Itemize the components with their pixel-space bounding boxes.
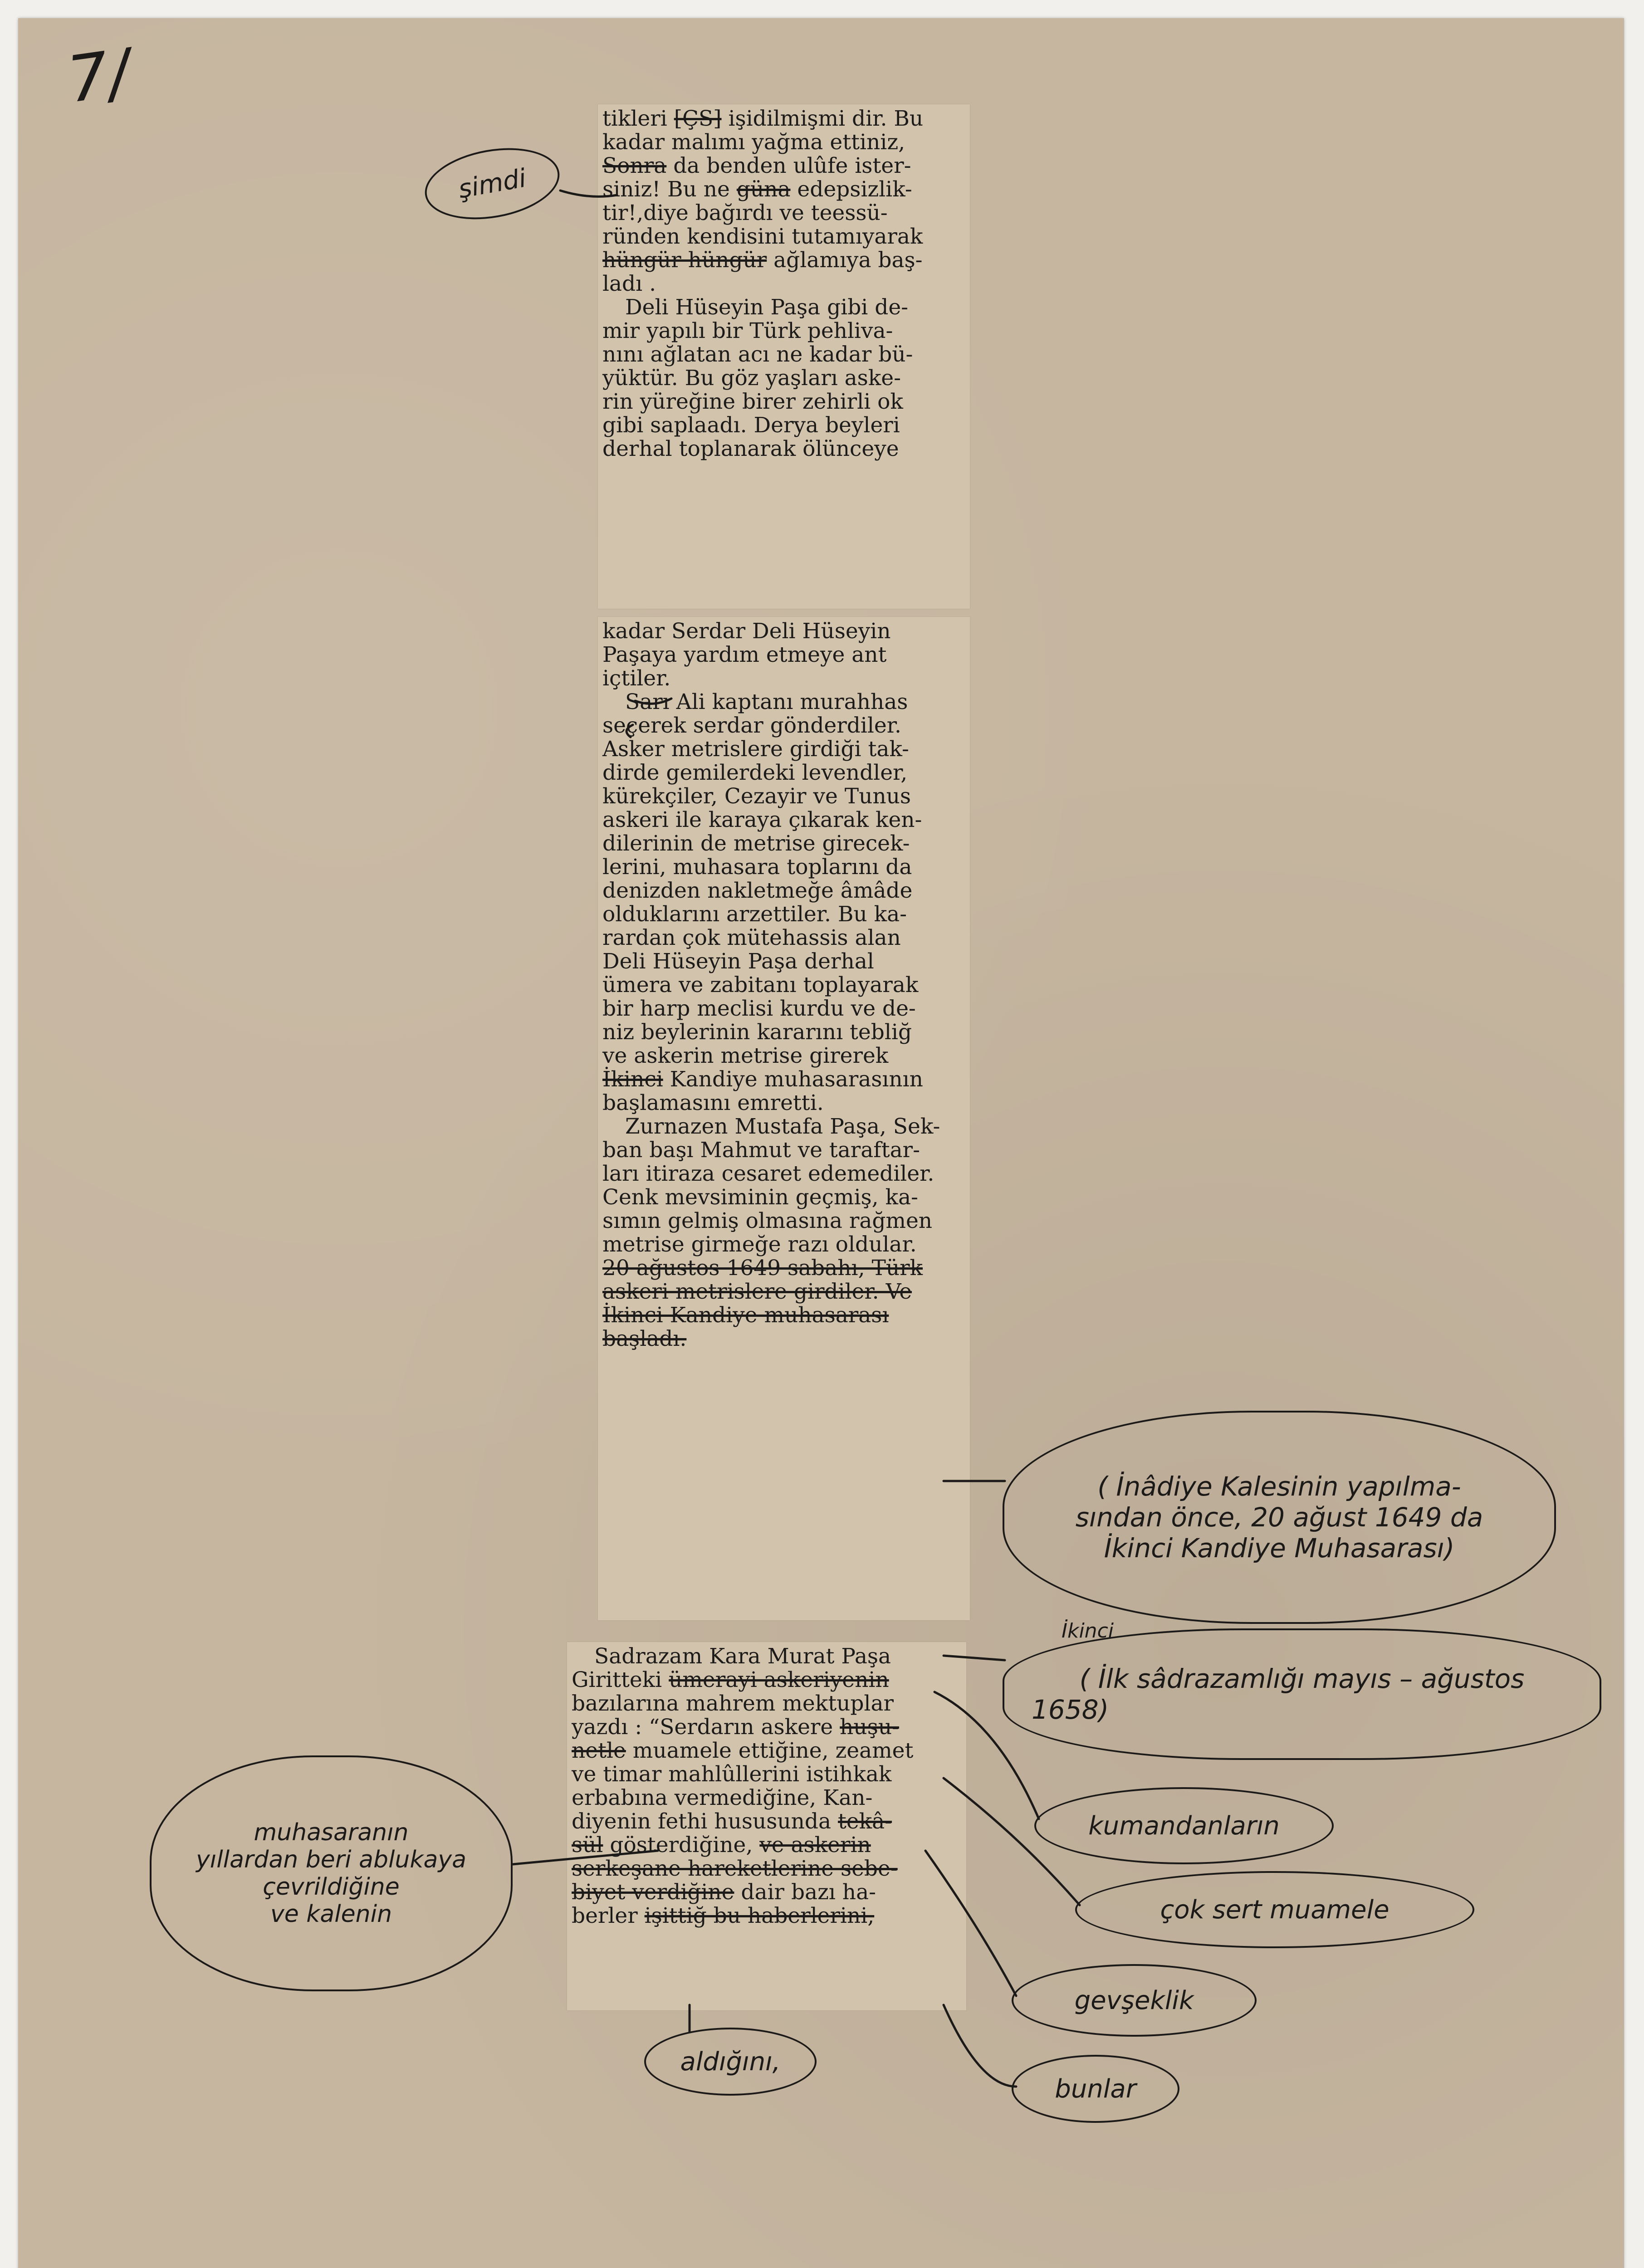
clip1-line: yüktür. Bu göz yaşları aske- [602, 366, 901, 391]
clip1-line: Sonra da benden ulûfe ister- [602, 153, 911, 178]
struck-word: hüngür hüngür [602, 248, 767, 273]
clip1-line: gibi saplaadı. Derya beyleri [602, 413, 900, 438]
annotation-text: kumandanların [1088, 1811, 1280, 1841]
clip2-line: metrise girmeğe razı oldular. [602, 1232, 917, 1257]
page-number: 7/ [63, 35, 135, 117]
struck-word: ve askerin [759, 1833, 871, 1857]
annotation-text: yıllardan beri ablukaya [196, 1846, 466, 1873]
annotation-text: çevrildiğine [263, 1873, 400, 1901]
annotation-text: sından önce, 20 ağust 1649 da [1075, 1502, 1483, 1533]
clip2-line: başlamasını emretti. [602, 1090, 824, 1115]
clip2-line: dirde gemilerdeki levendler, [602, 760, 908, 785]
clip3-line: netle muamele ettiğine, zeamet [572, 1738, 914, 1763]
clip1-line: hüngür hüngür ağlamıya baş- [602, 248, 923, 273]
clip2-struck-line: askeri metrislere girdiler. Ve [602, 1279, 912, 1304]
annotation-text: bunlar [1055, 2074, 1136, 2104]
clip2-line: kürekçiler, Cezayir ve Tunus [602, 784, 911, 809]
struck-word: tekâ- [837, 1809, 892, 1834]
clip2-line: ları itiraza cesaret edemediler. [602, 1161, 935, 1186]
connector-cok-sert [944, 1778, 1080, 1905]
connector-kumandan [935, 1692, 1039, 1819]
clip2-line: Sarı Ali kaptanı murahhas [625, 689, 908, 714]
clip3-line: ve timar mahlûllerini istihkak [572, 1762, 892, 1787]
clip1-line: ründen kendisini tutamıyarak [602, 224, 923, 249]
connector-bunlar [944, 2005, 1016, 2087]
clip2-line: denizden nakletmeğe âmâde [602, 878, 913, 903]
clip3-struck-line: serkeşane hareketlerine sebe- [572, 1856, 898, 1881]
clip1-line: tir!,diye bağırdı ve teessü- [602, 200, 888, 225]
clip3-line: bazılarına mahrem mektuplar [572, 1691, 894, 1716]
clip2-line: İkinci Kandiye muhasarasının [602, 1067, 923, 1092]
clip2-struck-line: İkinci Kandiye muhasarası [602, 1303, 889, 1328]
annotation-text: muhasaranın [254, 1819, 409, 1846]
connector-gevseklik [925, 1851, 1016, 1996]
clip1-line: rin yüreğine birer zehirli ok [602, 389, 903, 414]
annotation-text: çok sert muamele [1160, 1895, 1390, 1925]
clip2-line: niz beylerinin kararını tebliğ [602, 1020, 912, 1045]
clip1-line: nını ağlatan acı ne kadar bü- [602, 342, 913, 367]
clip2-line: bir harp meclisi kurdu ve de- [602, 996, 916, 1021]
clip3-line: Giritteki ümerayi askeriyenin [572, 1667, 889, 1692]
clip1-line: ladı . [602, 271, 656, 296]
paragraph-mark [626, 725, 633, 737]
clip2-line: Paşaya yardım etmeye ant [602, 642, 887, 667]
struck-word: güna [736, 177, 791, 202]
annotation-text: şimdi [456, 163, 528, 205]
clip2-line: olduklarını arzettiler. Bu ka- [602, 902, 907, 927]
struck-word: işittiğ bu haberlerini, [644, 1903, 875, 1928]
annotation-ikinci: İkinci [1062, 1619, 1114, 1642]
struck-word: sül [572, 1833, 603, 1857]
clip2-line: Zurnazen Mustafa Paşa, Sek- [625, 1114, 940, 1139]
clip3-line: berler işittiğ bu haberlerini, [572, 1903, 875, 1928]
struck-word: ümerayi askeriyenin [669, 1667, 889, 1692]
connector-muhasara [513, 1851, 658, 1864]
struck-word: biyet verdiğine [572, 1880, 734, 1905]
struck-word: netle [572, 1738, 626, 1763]
annotation-text: ( İnâdiye Kalesinin yapılma- [1097, 1471, 1461, 1502]
clip1-line: derhal toplanarak ölünceye [602, 436, 899, 461]
clip2-line: ban başı Mahmut ve taraftar- [602, 1138, 920, 1163]
clip3-line: diyenin fethi hususunda tekâ- [572, 1809, 892, 1834]
clip2-line: Deli Hüseyin Paşa derhal [602, 949, 874, 974]
clip2-line: seçerek serdar gönderdiler. [602, 713, 901, 738]
clip2-struck-line: başladı. [602, 1326, 687, 1351]
clip3-line: Sadrazam Kara Murat Paşa [594, 1644, 891, 1669]
clip1-line: mir yapılı bir Türk pehliva- [602, 318, 893, 343]
annotation-text: gevşeklik [1074, 1985, 1194, 2015]
struck-word: Sonra [602, 153, 667, 178]
clip2-line: askeri ile karaya çıkarak ken- [602, 807, 922, 832]
struck-word: [ÇS] [674, 106, 722, 131]
clip1-line: siniz! Bu ne güna edepsizlik- [602, 177, 912, 202]
clip3-line: biyet verdiğine dair bazı ha- [572, 1880, 876, 1905]
clip2-line: dilerinin de metrise girecek- [602, 831, 910, 856]
annotation-text: 1658) [1032, 1694, 1109, 1725]
clip3-line: sül gösterdiğine, ve askerin [572, 1833, 871, 1857]
struck-word: İkinci [602, 1067, 663, 1092]
annotation-text: ve kalenin [270, 1901, 392, 1928]
clip2-line: ve askerin metrise girerek [602, 1043, 889, 1068]
clip3-line: yazdı : “Serdarın askere huşu- [572, 1715, 899, 1740]
struck-word: huşu- [840, 1715, 899, 1740]
clip2-line: lerini, muhasara toplarını da [602, 855, 912, 880]
clip2-line: rardan çok mütehassis alan [602, 925, 901, 950]
clip2-struck-line: 20 ağustos 1649 sabahı, Türk [602, 1256, 923, 1281]
clip2-line: Asker metrislere girdiği tak- [602, 737, 909, 762]
annotation-text: İkinci Kandiye Muhasarası) [1104, 1533, 1455, 1564]
insertion-mark [635, 699, 671, 704]
clip2-line: sımın gelmiş olmasına rağmen [602, 1208, 933, 1233]
clip2-line: içtiler. [602, 666, 671, 691]
clip2-line: kadar Serdar Deli Hüseyin [602, 619, 891, 644]
clip2-line: Cenk mevsiminin geçmiş, ka- [602, 1185, 918, 1210]
annotation-text: aldığını, [680, 2047, 781, 2077]
clip2-line: ümera ve zabitanı toplayarak [602, 973, 919, 997]
clip3-line: erbabına vermediğine, Kan- [572, 1785, 873, 1810]
clip1-line: Deli Hüseyin Paşa gibi de- [625, 295, 909, 320]
connector-simdi [560, 191, 617, 196]
clip1-line: tikleri [ÇS] işidilmişmi dir. Bu [602, 106, 924, 131]
annotation-text: ( İlk sâdrazamlığı mayıs – ağustos [1079, 1663, 1525, 1694]
connector-sadrazam [944, 1656, 1005, 1660]
clip1-line: kadar malımı yağma ettiniz, [602, 130, 905, 155]
